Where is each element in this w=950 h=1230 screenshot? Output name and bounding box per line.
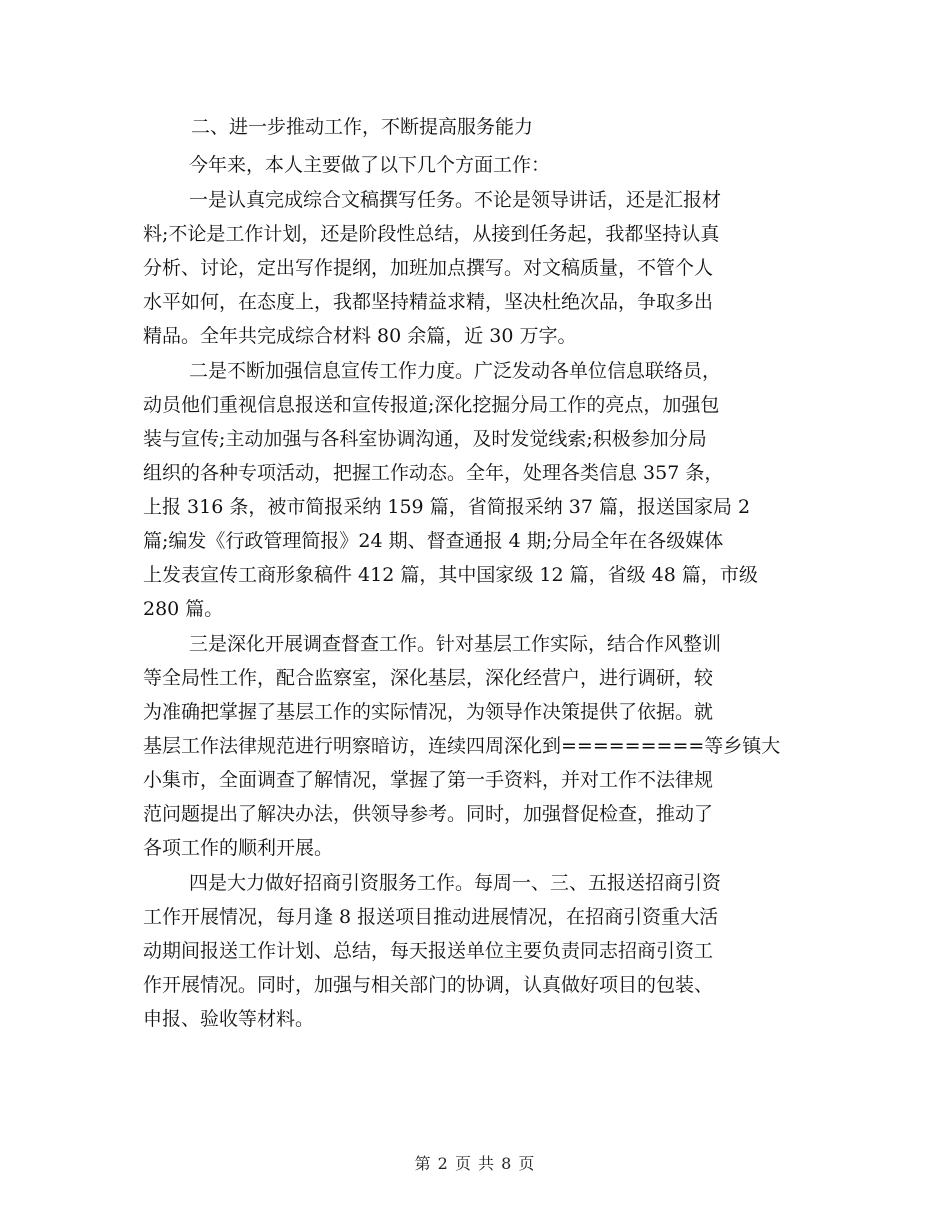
paragraph-item-2 (143, 354, 808, 626)
paragraph-line: 装与宣传;主动加强与各科室协调沟通，及时发觉线索;积极参加分局 (143, 428, 707, 450)
paragraph-intro (143, 148, 808, 182)
paragraph-line: 为准确把掌握了基层工作的实际情况，为领导作决策提供了依据。就 (143, 701, 714, 723)
paragraph-line: 作开展情况。同时，加强与相关部门的协调，认真做好项目的包装、 (143, 974, 714, 996)
paragraph-item-1 (143, 183, 808, 353)
paragraph-line: 上发表宣传工商形象稿件 412 篇，其中国家级 12 篇，省级 48 篇，市级 (143, 564, 758, 586)
paragraph-line: 三是深化开展调查督查工作。针对基层工作实际，结合作风整训 (189, 633, 722, 655)
paragraph-item-4 (143, 866, 808, 1036)
paragraph-line: 各项工作的顺利开展。 (143, 837, 334, 859)
paragraph-line: 精品。全年共完成综合材料 80 余篇，近 30 万字。 (143, 325, 577, 347)
paragraph-line: 范问题提出了解决办法，供领导参考。同时，加强督促检查，推动了 (143, 803, 714, 825)
paragraph-line: 基层工作法律规范进行明察暗访，连续四周深化到=========等乡镇大 (143, 735, 781, 757)
paragraph-line: 组织的各种专项活动，把握工作动态。全年，处理各类信息 357 条， (143, 462, 724, 484)
page-number-footer: 第 2 页 共 8 页 (414, 1154, 536, 1173)
paragraph-line: 今年来，本人主要做了以下几个方面工作： (189, 154, 551, 176)
paragraph-line: 动期间报送工作计划、总结，每天报送单位主要负责同志招商引资工 (143, 940, 714, 962)
paragraph-line: 小集市，全面调查了解情况，掌握了第一手资料，并对工作不法律规 (143, 769, 714, 791)
paragraph-line: 申报、验收等材料。 (143, 1008, 315, 1030)
paragraph-line: 等全局性工作，配合监察室，深化基层，深化经营户，进行调研，较 (143, 667, 714, 689)
paragraph-line: 四是大力做好招商引资服务工作。每周一、三、五报送招商引资 (189, 872, 722, 894)
paragraph-line: 280 篇。 (143, 598, 224, 620)
paragraph-line: 上报 316 条，被市简报采纳 159 篇，省简报采纳 37 篇，报送国家局 2 (143, 496, 751, 518)
paragraph-item-3 (143, 627, 808, 865)
paragraph-line: 篇;编发《行政管理简报》24 期、督查通报 4 期;分局全年在各级媒体 (143, 530, 724, 552)
paragraph-line: 二是不断加强信息宣传工作力度。广泛发动各单位信息联络员， (189, 360, 722, 382)
paragraph-line: 水平如何，在态度上，我都坚持精益求精，坚决杜绝次品，争取多出 (143, 291, 714, 313)
section-heading: 二、进一步推动工作，不断提高服务能力 (191, 116, 534, 138)
paragraph-line: 工作开展情况，每月逢 8 报送项目推动进展情况，在招商引资重大活 (143, 906, 719, 928)
paragraph-line: 动员他们重视信息报送和宣传报道;深化挖掘分局工作的亮点，加强包 (143, 394, 720, 416)
document-body (143, 112, 808, 1036)
paragraph-line: 料;不论是工作计划，还是阶段性总结，从接到任务起，我都坚持认真 (143, 223, 720, 245)
paragraph-line: 分析、讨论，定出写作提纲，加班加点撰写。对文稿质量，不管个人 (143, 257, 714, 279)
paragraph-line: 一是认真完成综合文稿撰写任务。不论是领导讲话，还是汇报材 (189, 189, 722, 211)
